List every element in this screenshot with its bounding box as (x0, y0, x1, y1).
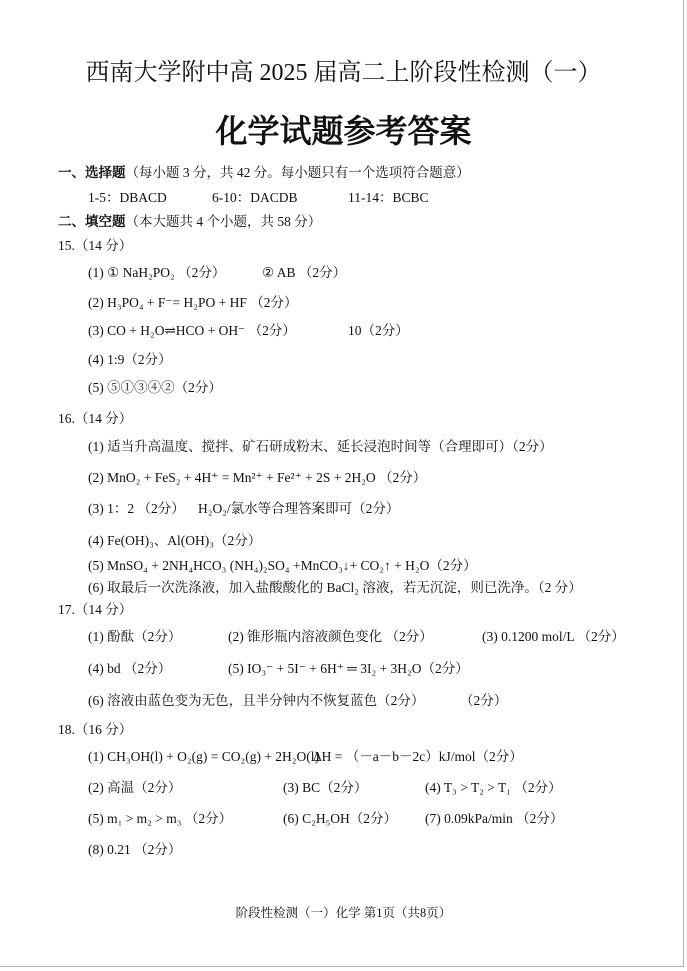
answer-line: ② AB （2分） (262, 265, 347, 280)
page-footer: 阶段性检测（一）化学 第1页（共8页） (235, 906, 452, 920)
section2-note: （本大题共 4 个小题，共 58 分） (125, 214, 322, 229)
question-18-title: 18.（16 分） (58, 722, 133, 737)
answer-line: (6) 溶液由蓝色变为无色，且半分钟内不恢复蓝色（2分） (88, 693, 425, 708)
answer-line: (4) 1:9（2分） (88, 352, 172, 367)
answer-line: (2) 高温（2分） (88, 780, 182, 795)
answer-line: (1) ① NaH₂PO₂ （2分） (88, 265, 226, 280)
answer-line: (5) MnSO₄ + 2NH₄HCO₃ (NH₄)₂SO₄ +MnCO₃↓+ CO₂↑ + H₂O（2分） (88, 558, 477, 573)
answer-line: H₂O₂/氯水等合理答案即可（2分） (198, 501, 400, 516)
document-title: 化学试题参考答案 (215, 112, 472, 150)
answer-line: (6) 取最后一次洗涤液，加入盐酸酸化的 BaCl₂ 溶液，若无沉淀，则已洗净。（2 分） (88, 580, 582, 595)
answer-line: (2) MnO₂ + FeS₂ + 4H⁺ = Mn²⁺ + Fe²⁺ + 2S + 2H₂O （2分） (88, 470, 427, 485)
section2-header (58, 214, 321, 229)
answer-line: (4) T₃ > T₂ > T₁ （2分） (425, 780, 562, 795)
answer-line: (3) 0.1200 mol/L （2分） (482, 629, 625, 644)
answer-line: (6) C₂H₅OH（2分） (283, 811, 398, 826)
mc-answer-group: 11-14：BCBC (348, 190, 429, 205)
section1-note: （每小题 3 分，共 42 分。每小题只有一个选项符合题意） (125, 165, 470, 180)
answer-line: ΔH = （－a－b－2c）kJ/mol（2分） (313, 749, 523, 764)
answer-line: (4) bd （2分） (88, 661, 172, 676)
answer-line: (3) CO + H₂O⇌HCO + OH⁻ （2分） (88, 323, 296, 338)
answer-line: （2分） (460, 693, 508, 708)
mc-answer-group: 6-10：DACDB (212, 190, 298, 205)
answer-line: (8) 0.21 （2分） (88, 842, 182, 857)
mc-answer-group: 1-5：DBACD (88, 190, 167, 205)
answer-line: 10（2分） (348, 323, 409, 338)
answer-line: (1) 适当升高温度、搅拌、矿石研成粉末、延长浸泡时间等（合理即可）（2分） (88, 439, 553, 454)
question-16-title: 16.（14 分） (58, 411, 133, 426)
answer-line: (5) IO₃⁻ + 5I⁻ + 6H⁺ ═ 3I₂ + 3H₂O（2分） (228, 661, 469, 676)
answer-line: (1) 酚酞（2分） (88, 629, 182, 644)
answer-line: (4) Fe(OH)₃、Al(OH)₃（2分） (88, 533, 262, 548)
answer-line: (5) m₁ > m₂ > m₃ （2分） (88, 811, 233, 826)
section1-heading: 一、选择题 (58, 165, 126, 180)
question-17-title: 17.（14 分） (58, 602, 133, 617)
answer-line: (1) CH₃OH(l) + O₂(g) = CO₂(g) + 2H₂O(l) (88, 749, 320, 764)
question-15-title: 15.（14 分） (58, 238, 133, 253)
answer-line: (3) 1：2 （2分） (88, 501, 185, 516)
section2-heading: 二、填空题 (58, 214, 126, 229)
answer-line: (3) BC（2分） (283, 780, 368, 795)
answer-line: (5) ⑤①③④②（2分） (88, 380, 222, 395)
answer-line: (7) 0.09kPa/min （2分） (425, 811, 564, 826)
answer-line: (2) 锥形瓶内溶液颜色变化 （2分） (228, 629, 433, 644)
school-exam-title: 西南大学附中高 2025 届高二上阶段性检测（一） (85, 60, 602, 86)
answer-line: (2) H₃PO₄ + F⁻= H₂PO + HF （2分） (88, 295, 298, 310)
section1-header (58, 165, 470, 180)
